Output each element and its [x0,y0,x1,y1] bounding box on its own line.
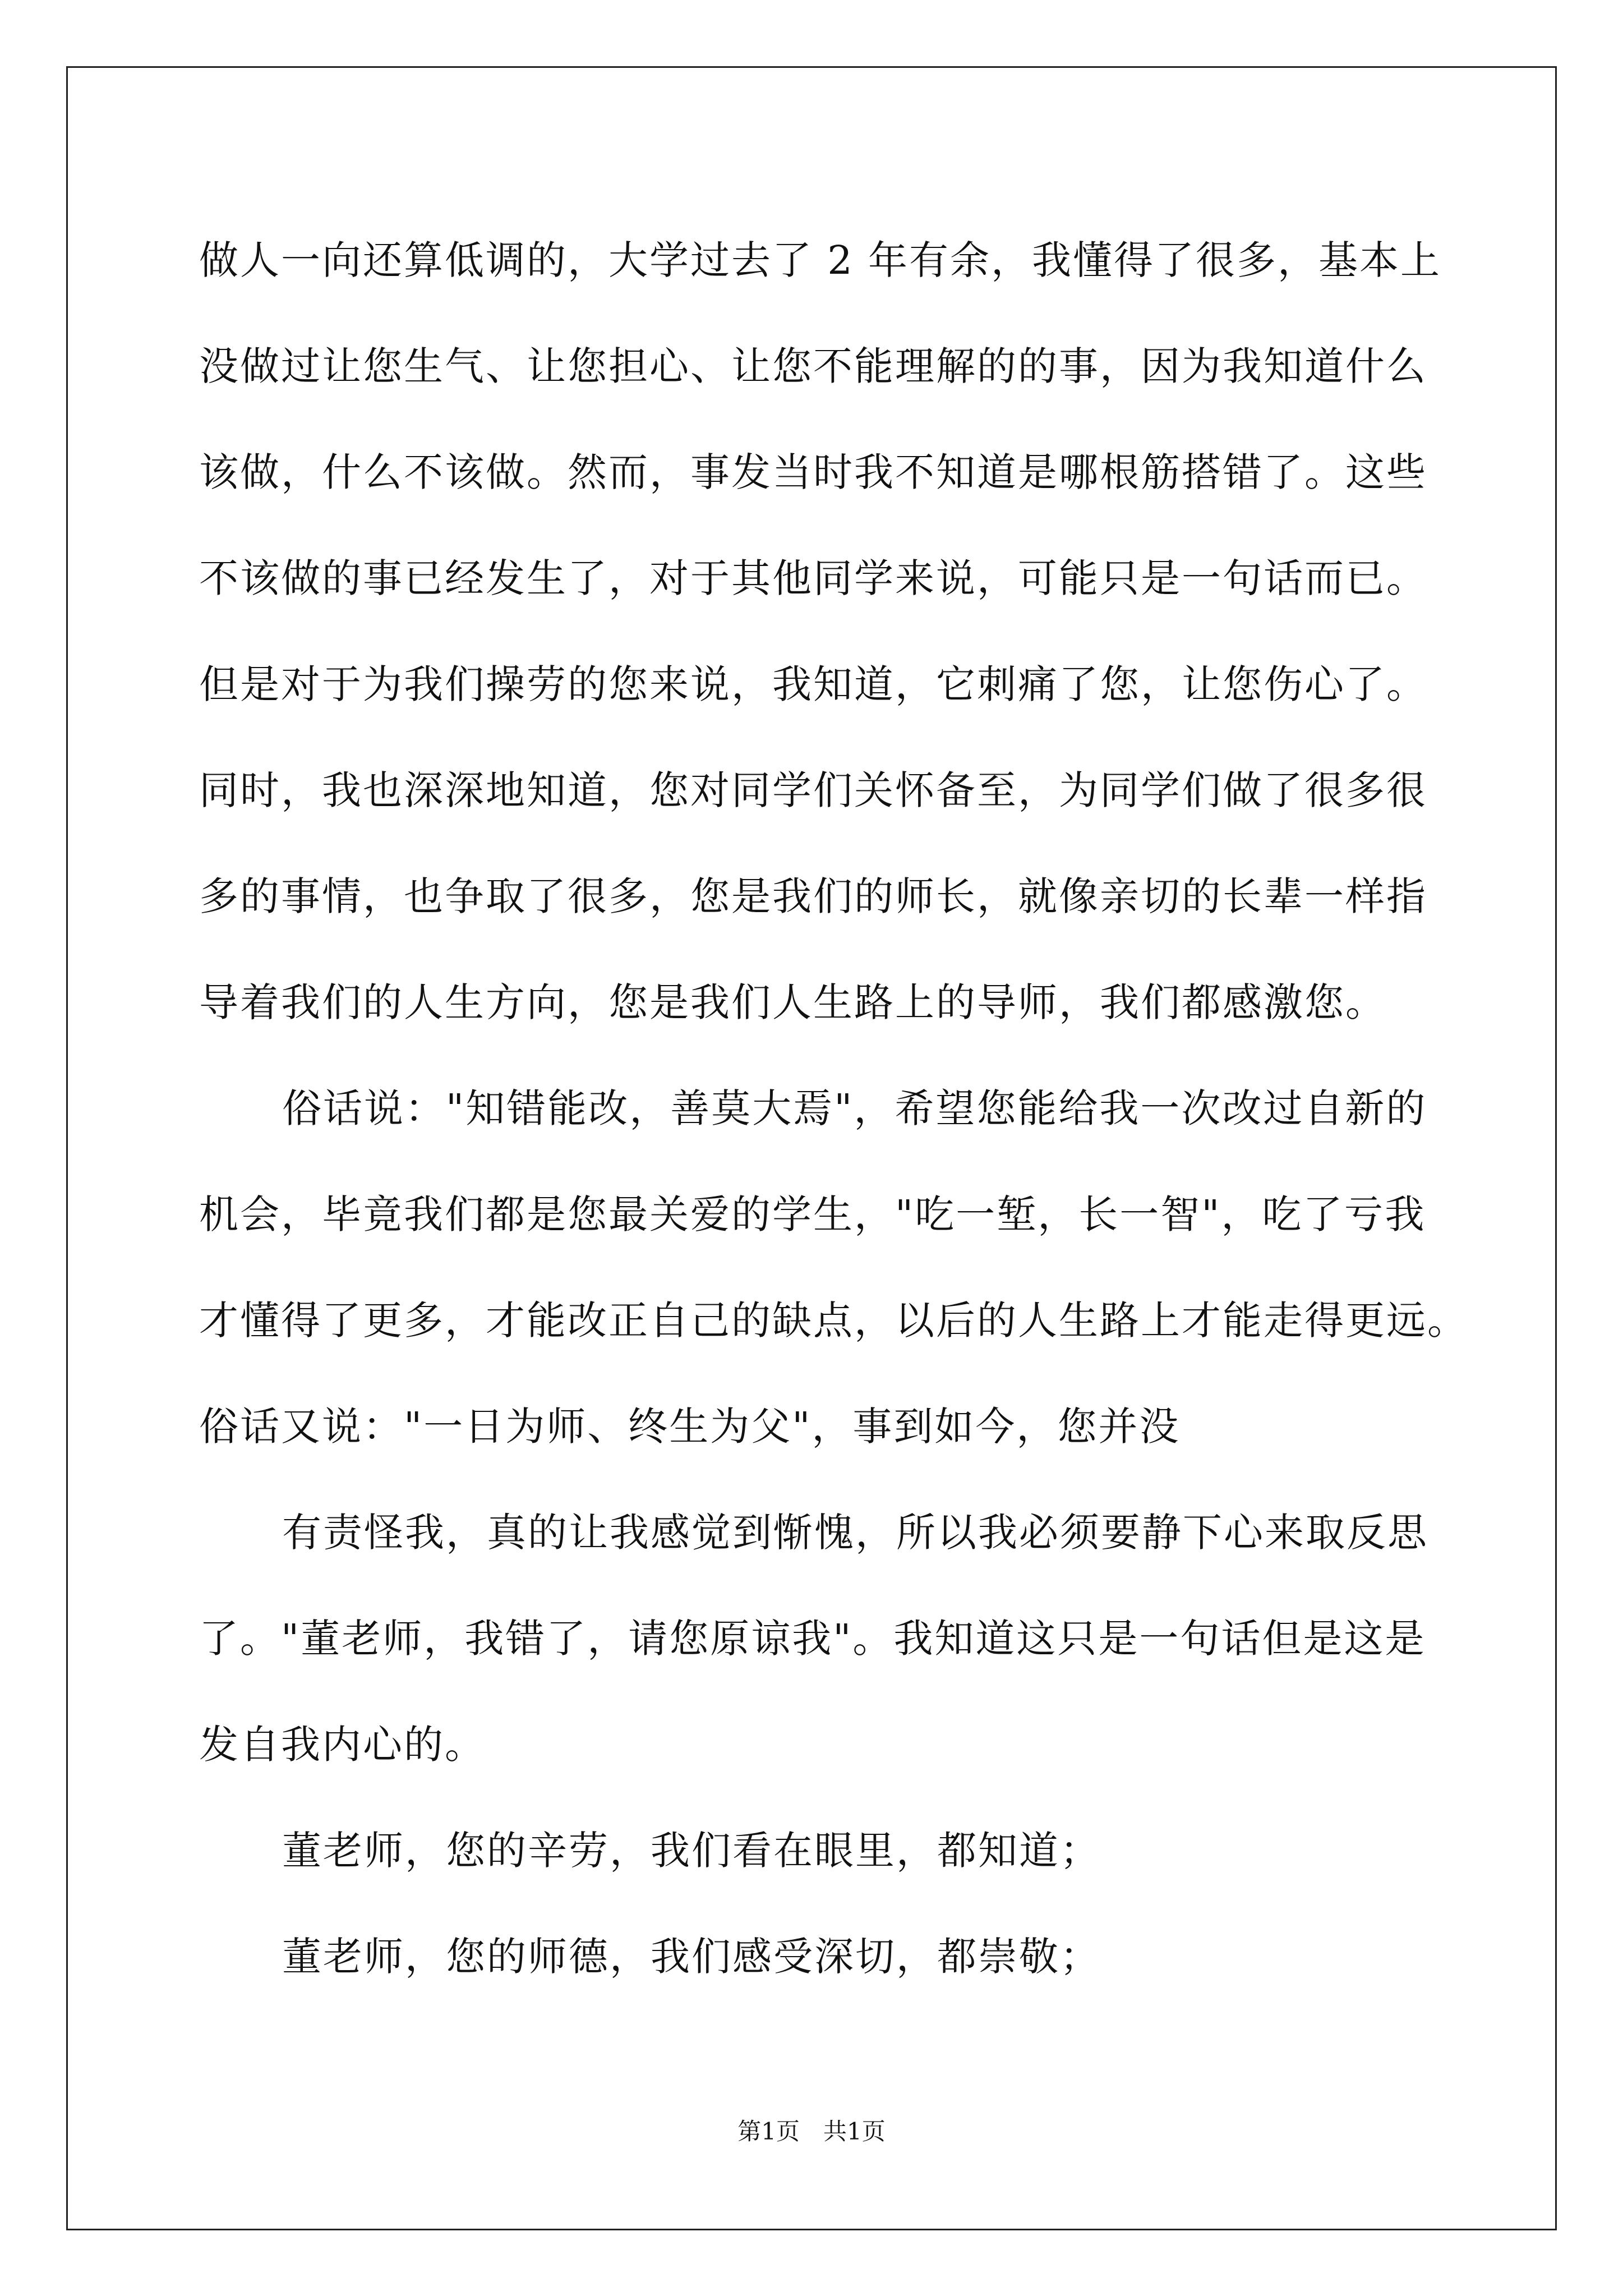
text-line: 没做过让您生气、让您担心、让您不能理解的的事，因为我知道什么 [199,343,1427,389]
text-line: 同时，我也深深地知道，您对同学们关怀备至，为同学们做了很多很 [199,767,1427,813]
text-line: 俗话又说："一日为师、终生为父"，事到如今，您并没 [199,1404,1181,1450]
text-line: 董老师，您的师德，我们感受深切，都崇敬； [282,1934,1101,1980]
text-line: 不该做的事已经发生了，对于其他同学来说，可能只是一句话而已。 [199,555,1427,601]
text-line: 做人一向还算低调的，大学过去了 2 年有余，我懂得了很多，基本上 [199,237,1442,283]
text-line: 导着我们的人生方向，您是我们人生路上的导师，我们都感激您。 [199,979,1386,1025]
text-line: 但是对于为我们操劳的您来说，我知道，它刺痛了您，让您伤心了。 [199,661,1427,707]
text-line: 了。"董老师，我错了，请您原谅我"。我知道这只是一句话但是这是 [199,1616,1426,1662]
text-line: 机会，毕竟我们都是您最关爱的学生，"吃一堑，长一智"，吃了亏我 [199,1191,1426,1237]
text-line: 发自我内心的。 [199,1722,486,1768]
text-line: 俗话说："知错能改，善莫大焉"，希望您能给我一次改过自新的 [282,1085,1427,1131]
text-line: 多的事情，也争取了很多，您是我们的师长，就像亲切的长辈一样指 [199,873,1427,919]
text-line: 董老师，您的辛劳，我们看在眼里，都知道； [282,1828,1101,1874]
document-body [199,208,1468,2010]
text-line: 才懂得了更多，才能改正自己的缺点，以后的人生路上才能走得更远。 [199,1297,1468,1343]
text-line: 该做，什么不该做。然而，事发当时我不知道是哪根筋搭错了。这些 [199,449,1427,495]
text-line: 有责怪我，真的让我感觉到惭愧，所以我必须要静下心来取反思 [282,1510,1428,1556]
page-number-footer: 第1页 共1页 [737,2118,886,2145]
